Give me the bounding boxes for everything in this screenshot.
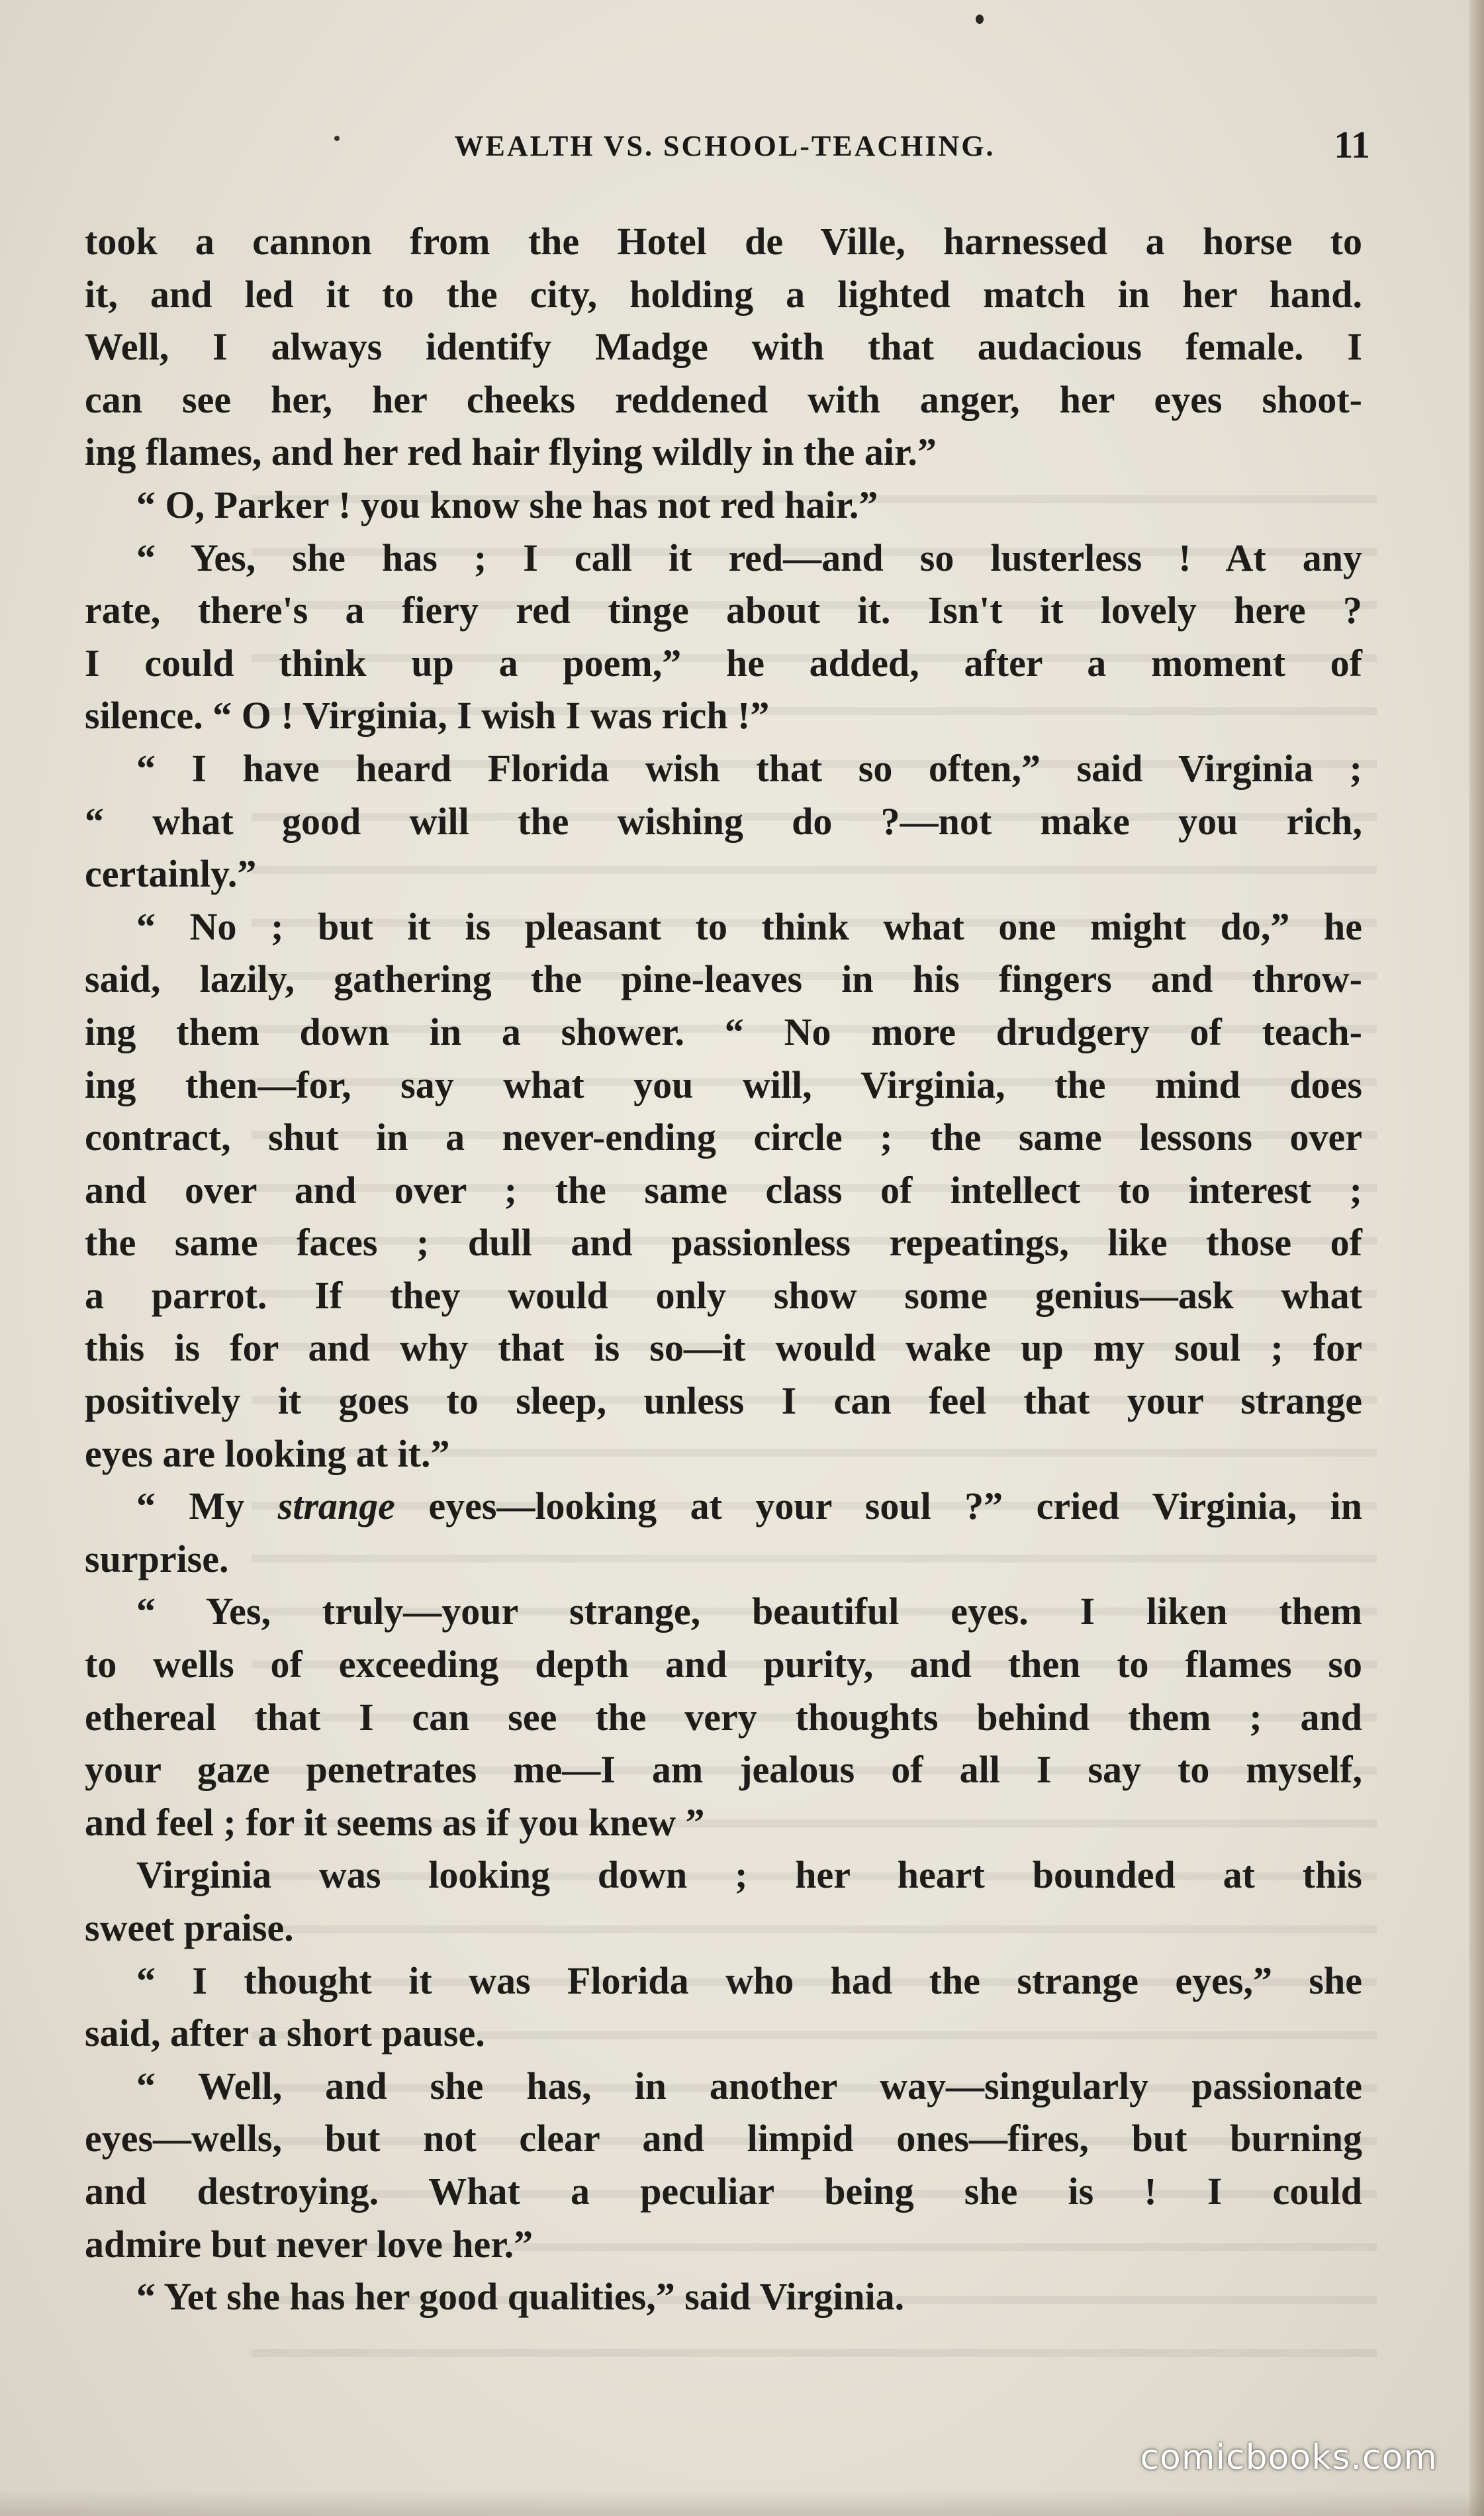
watermark-text: comicbooks.com bbox=[1140, 2438, 1438, 2478]
page-edge bbox=[1469, 0, 1484, 2516]
text-line: eyes—wells, but not clear and limpid ones—fires, but burning bbox=[85, 2117, 1362, 2160]
text-line: “ what good will the wishing do ?—not make you rich, bbox=[85, 799, 1362, 843]
text-line: said, after a short pause. bbox=[85, 2011, 485, 2055]
text-line: this is for and why that is so—it would wake up my soul ; for bbox=[85, 1326, 1362, 1370]
text-line: rate, there's a fiery red tinge about it. Isn't it lovely here ? bbox=[85, 589, 1362, 632]
text-line: ing them down in a shower. “ No more drudgery of teach- bbox=[85, 1010, 1362, 1053]
text-line: ing flames, and her red hair flying wildly in the air.” bbox=[85, 430, 937, 474]
running-head: WEALTH VS. SCHOOL-TEACHING. bbox=[454, 130, 996, 162]
text-line: “ My strange eyes—looking at your soul ?” cried Virginia, in bbox=[136, 1484, 1362, 1528]
text-line: silence. “ O ! Virginia, I wish I was rich !” bbox=[85, 694, 770, 738]
text-line: Well, I always identify Madge with that audacious female. I bbox=[85, 325, 1362, 369]
text-line: “ I thought it was Florida who had the strange eyes,” she bbox=[136, 1959, 1362, 2002]
text-line: said, lazily, gathering the pine-leaves in his fingers and throw- bbox=[85, 957, 1362, 1001]
text-line: took a cannon from the Hotel de Ville, harnessed a horse to bbox=[85, 220, 1362, 263]
text-line: contract, shut in a never-ending circle ; the same lessons over bbox=[85, 1116, 1362, 1159]
text-line: and feel ; for it seems as if you knew ” bbox=[85, 1800, 705, 1844]
text-line: can see her, her cheeks reddened with anger, her eyes shoot- bbox=[85, 377, 1362, 421]
page-number: 11 bbox=[1334, 123, 1370, 166]
text-line: positively it goes to sleep, unless I can feel that your strange bbox=[85, 1379, 1362, 1423]
text-line: eyes are looking at it.” bbox=[85, 1431, 450, 1475]
text-line: “ Yet she has her good qualities,” said Virginia. bbox=[136, 2275, 905, 2319]
text-line: your gaze penetrates me—I am jealous of all I say to myself, bbox=[85, 1748, 1362, 1792]
text-line: it, and led it to the city, holding a lighted match in her hand. bbox=[85, 272, 1362, 316]
text-line: ethereal that I can see the very thoughts behind them ; and bbox=[85, 1695, 1362, 1739]
text-line: “ Well, and she has, in another way—singularly passionate bbox=[136, 2064, 1362, 2107]
text-line: ing then—for, say what you will, Virginia, the mind does bbox=[85, 1063, 1362, 1106]
text-line: a parrot. If they would only show some genius—ask what bbox=[85, 1273, 1362, 1317]
text-line: I could think up a poem,” he added, after a moment of bbox=[85, 641, 1362, 685]
text-line: sweet praise. bbox=[85, 1906, 294, 1949]
ink-speck bbox=[976, 15, 984, 24]
text-line: “ I have heard Florida wish that so often,” said Virginia ; bbox=[136, 746, 1362, 790]
page-shadow bbox=[0, 2490, 1484, 2516]
text-line: and destroying. What a peculiar being she is ! I could bbox=[85, 2169, 1362, 2213]
text-line: to wells of exceeding depth and purity, and then to flames so bbox=[85, 1643, 1362, 1686]
text-line: Virginia was looking down ; her heart bounded at this bbox=[136, 1853, 1362, 1897]
text-line: the same faces ; dull and passionless repeatings, like those of bbox=[85, 1221, 1362, 1265]
emphasis: strange bbox=[277, 1484, 395, 1528]
text-line: certainly.” bbox=[85, 852, 257, 896]
page-header bbox=[79, 122, 1370, 175]
text-line: “ O, Parker ! you know she has not red hair.” bbox=[136, 483, 878, 526]
text-line: and over and over ; the same class of intellect to interest ; bbox=[85, 1168, 1362, 1212]
text-line: “ Yes, she has ; I call it red—and so lusterless ! At any bbox=[136, 536, 1362, 579]
text-line: admire but never love her.” bbox=[85, 2222, 533, 2266]
text-line: surprise. bbox=[85, 1537, 229, 1580]
body-text bbox=[85, 215, 1362, 2387]
text-line: “ Yes, truly—your strange, beautiful eyes. I liken them bbox=[136, 1590, 1362, 1633]
text-line: “ No ; but it is pleasant to think what one might do,” he bbox=[136, 904, 1362, 948]
